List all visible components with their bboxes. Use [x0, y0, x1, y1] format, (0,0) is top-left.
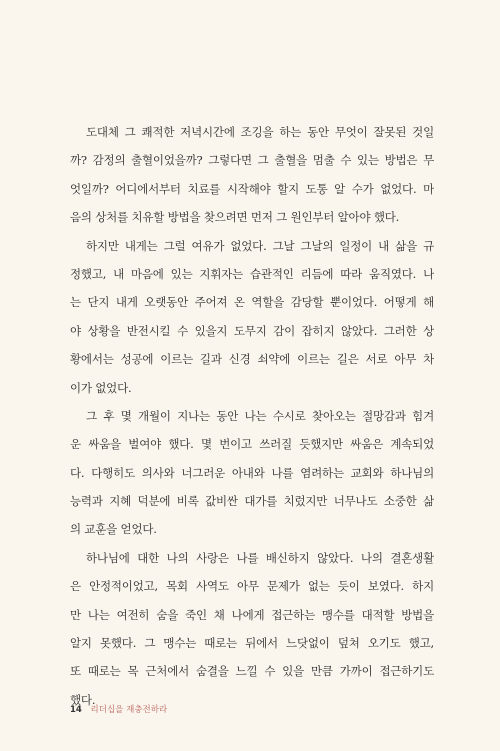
text-line: 알지 못했다. 그 맹수는 때로는 뒤에서 느닷없이 덮쳐 오기도 했고, — [70, 636, 434, 651]
text-line: 엇일까? 어디에서부터 치료를 시작해야 할지 도통 알 수가 없었다. 마 — [70, 181, 434, 196]
text-line: 까? 감정의 출혈이었을까? 그렇다면 그 출혈을 멈출 수 있는 방법은 무 — [70, 153, 434, 168]
text-line: 황에서는 성공에 이르는 길과 신경 쇠약에 이르는 길은 서로 아무 차 — [70, 352, 434, 367]
text-line: 의 교훈을 얻었다. — [70, 522, 157, 537]
text-line: 이가 없었다. — [70, 380, 132, 395]
text-line: 음의 상처를 치유할 방법을 찾으려면 먼저 그 원인부터 알아야 했다. — [70, 210, 400, 225]
text-line: 했다. — [70, 692, 96, 707]
text-line: 하지만 내게는 그럴 여유가 없었다. 그날 그날의 일정이 내 삶을 규 — [86, 238, 434, 253]
text-line: 그 후 몇 개월이 지나는 동안 나는 수시로 찾아오는 절망감과 힘겨 — [86, 408, 434, 423]
text-line: 다. 다행히도 의사와 너그러운 아내와 나를 염려하는 교회와 하나님의 — [70, 465, 434, 480]
text-line: 만 나는 여전히 숨을 죽인 채 나에게 접근하는 맹수를 대적할 방법을 — [70, 607, 434, 622]
text-line: 하나님에 대한 나의 사랑은 나를 배신하지 않았다. 나의 결혼생활 — [86, 550, 434, 565]
text-line: 도대체 그 쾌적한 저녁시간에 조깅을 하는 동안 무엇이 잘못된 것일 — [86, 125, 434, 139]
text-line: 은 안정적이었고, 목회 사역도 아무 문제가 없는 듯이 보였다. 하지 — [70, 579, 434, 594]
text-line: 야 상황을 반전시킬 수 있을지 도무지 감이 잡히지 않았다. 그러한 상 — [70, 323, 434, 338]
page-number: 14 — [70, 705, 82, 715]
running-title: 리더십을 재충전하라 — [90, 705, 168, 715]
text-line: 운 싸움을 벌여야 했다. 몇 번이고 쓰러질 듯했지만 싸움은 계속되었 — [70, 437, 434, 452]
text-line: 또 때로는 목 근처에서 숨결을 느낄 수 있을 만큼 가까이 접근하기도 — [70, 664, 434, 679]
page-footer — [70, 703, 167, 715]
text-line: 는 단지 내게 오랫동안 주어져 온 역할을 감당할 뿐이었다. 어떻게 해 — [70, 295, 434, 310]
body-text — [70, 118, 434, 714]
text-line: 능력과 지혜 덕분에 비록 값비싼 대가를 치렀지만 너무나도 소중한 삶 — [70, 494, 434, 509]
text-line: 정했고, 내 마음에 있는 지휘자는 습관적인 리듬에 따라 움직였다. 나 — [70, 266, 434, 281]
